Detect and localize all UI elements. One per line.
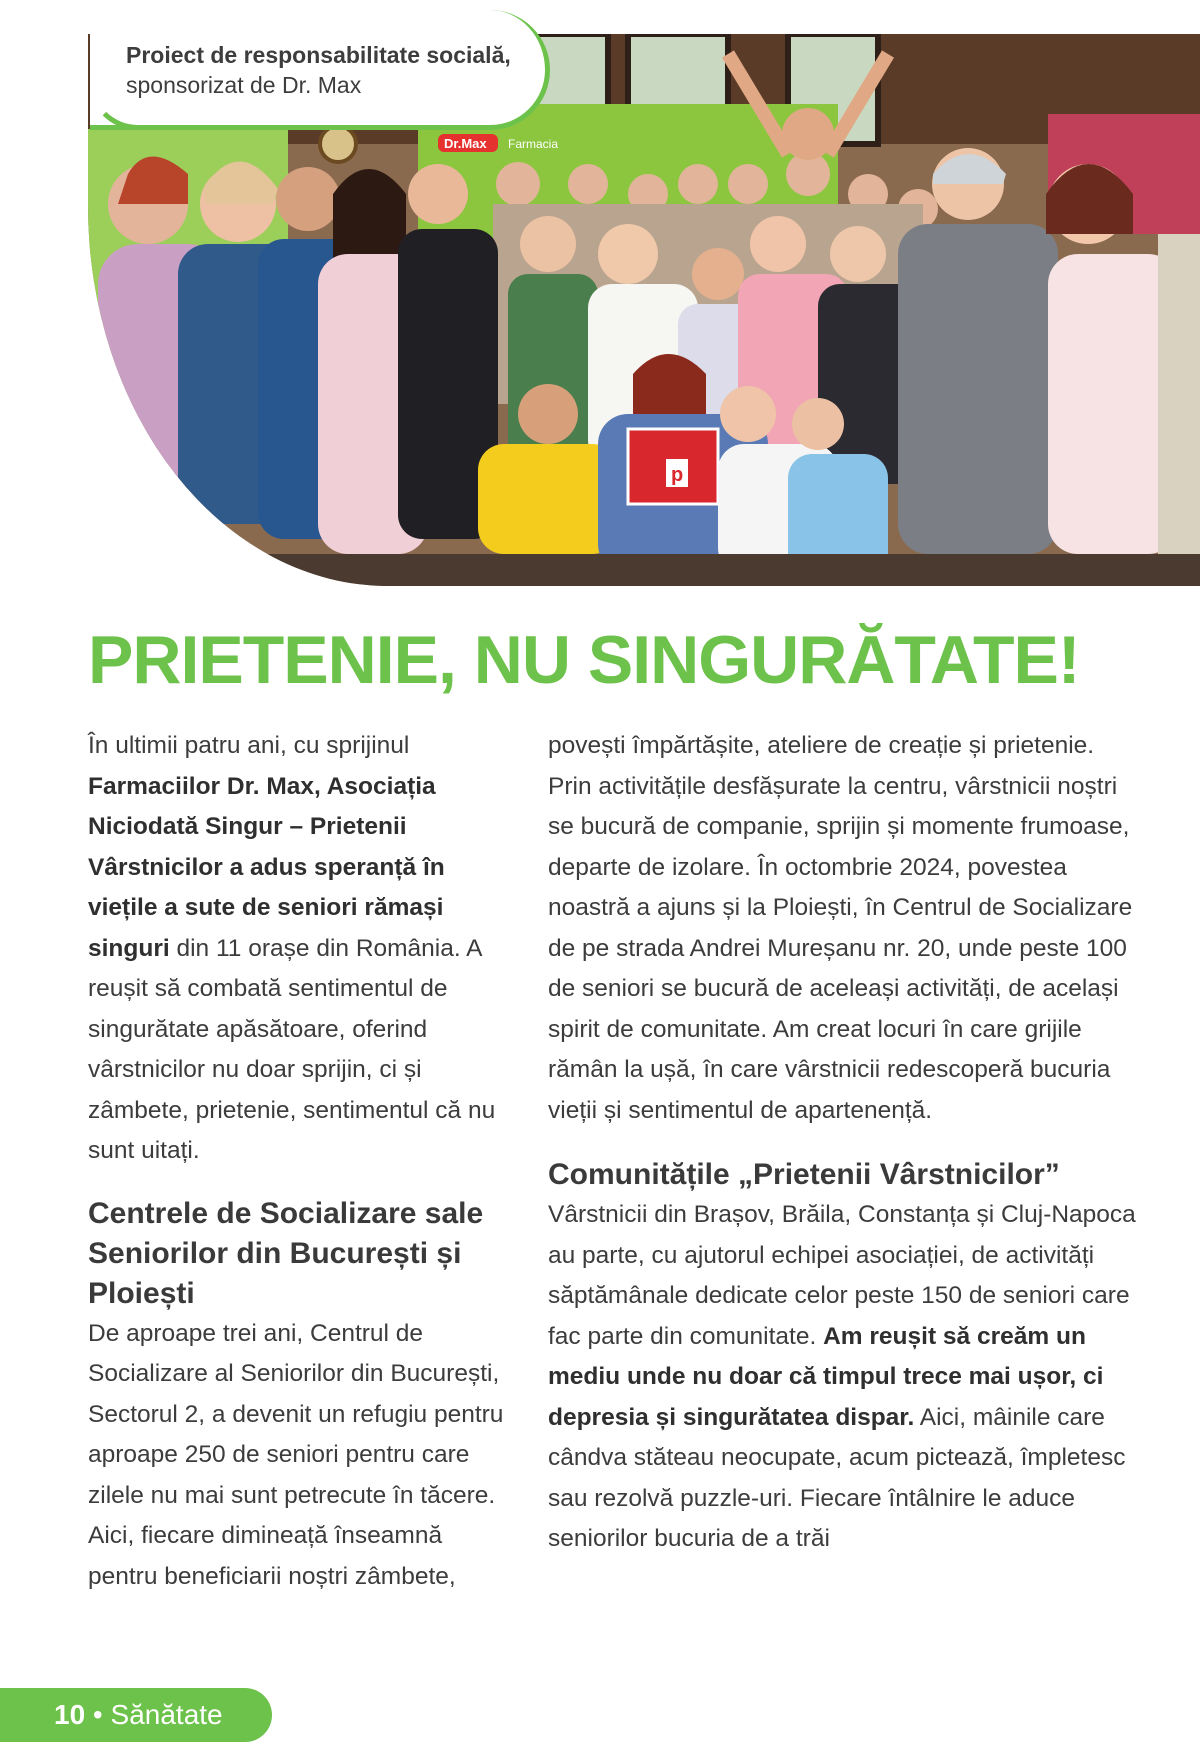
right-paragraph-1: povești împărtășite, ateliere de creație și prietenie. Prin activitățile desfășurate la centru, vârstnicii noștri se bucură de companie, sprijin și momente frumoase, departe de izolare. În octombrie 2024, povestea noastră a ajuns și la Ploiești, în Centrul de Socializare de pe strada Andrei Mureșanu nr. 20, unde peste 100 de seniori se bucură de aceleași activități, de același spirit de comunitate. Am creat locuri în care grijile rămân la ușă, în care vârstnicii redescoperă bucuria vieții și sentimentul de apartenență.	[548, 732, 1133, 1124]
right-p2-intro: Vârstnicii din Brașov, Brăila, Constanța și Cluj-Napoca au parte, cu ajutorul echipei asociației, de activități săptămânale dedicate celor peste 150 de seniori care fac parte din comunitate.	[548, 1201, 1136, 1350]
footer-section: Sănătate	[110, 1699, 223, 1730]
certificate-text: p	[671, 464, 684, 486]
article-title: PRIETENIE, NU SINGURĂTATE!	[88, 622, 1080, 698]
left-p1-rest: din 11 orașe din România. A reușit să combată sentimentul de singurătate apăsătoare, oferind vârstnicilor nu doar sprijin, ci și zâmbete, prietenie, sentimentul că nu sunt uitați.	[88, 934, 496, 1164]
banner-logo-text: Dr.Max	[444, 136, 487, 151]
sponsor-badge-normal: sponsorizat de Dr. Max	[126, 72, 362, 98]
page-number: 10	[54, 1699, 86, 1730]
right-p2-bold: Am reușit să creăm un mediu unde nu doar că timpul trece mai ușor, ci depresia și singurătatea dispar.	[548, 1322, 1104, 1431]
right-subheading: Comunitățile „Prietenii Vârstnicilor”	[548, 1158, 1060, 1191]
sponsor-badge-bold: Proiect de responsabilitate socială,	[126, 42, 511, 68]
left-p1-intro: În ultimii patru ani, cu sprijinul	[88, 732, 410, 759]
banner-text: Farmacia	[508, 137, 559, 151]
left-paragraph-1	[88, 726, 518, 1172]
right-paragraph-2	[548, 1195, 1138, 1560]
left-p1-bold: Farmaciilor Dr. Max, Asociația Niciodată Singur – Prietenii Vârstnicilor a adus speranță în viețile a sute de seniori rămași singuri	[88, 772, 445, 962]
footer-separator: •	[85, 1699, 111, 1730]
page-footer	[0, 1688, 272, 1742]
right-p2-rest: Aici, mâinile care cândva stăteau neocupate, acum pictează, împletesc sau rezolvă puzzle-uri. Fiecare întâlnire le aduce seniorilor bucuria de a trăi	[548, 1403, 1126, 1552]
left-paragraph-2: De aproape trei ani, Centrul de Socializare al Seniorilor din București, Sectorul 2, a devenit un refugiu pentru aproape 250 de seniori pentru care zilele nu mai sunt petrecute în tăcere. Aici, fiecare dimineață înseamnă pentru beneficiarii noștri zâmbete,	[88, 1319, 504, 1590]
sponsor-badge	[90, 10, 550, 130]
left-subheading: Centrele de Socializare sale Seniorilor din București și Ploiești	[88, 1196, 484, 1310]
column-right	[548, 726, 1138, 1560]
column-left	[88, 726, 518, 1597]
